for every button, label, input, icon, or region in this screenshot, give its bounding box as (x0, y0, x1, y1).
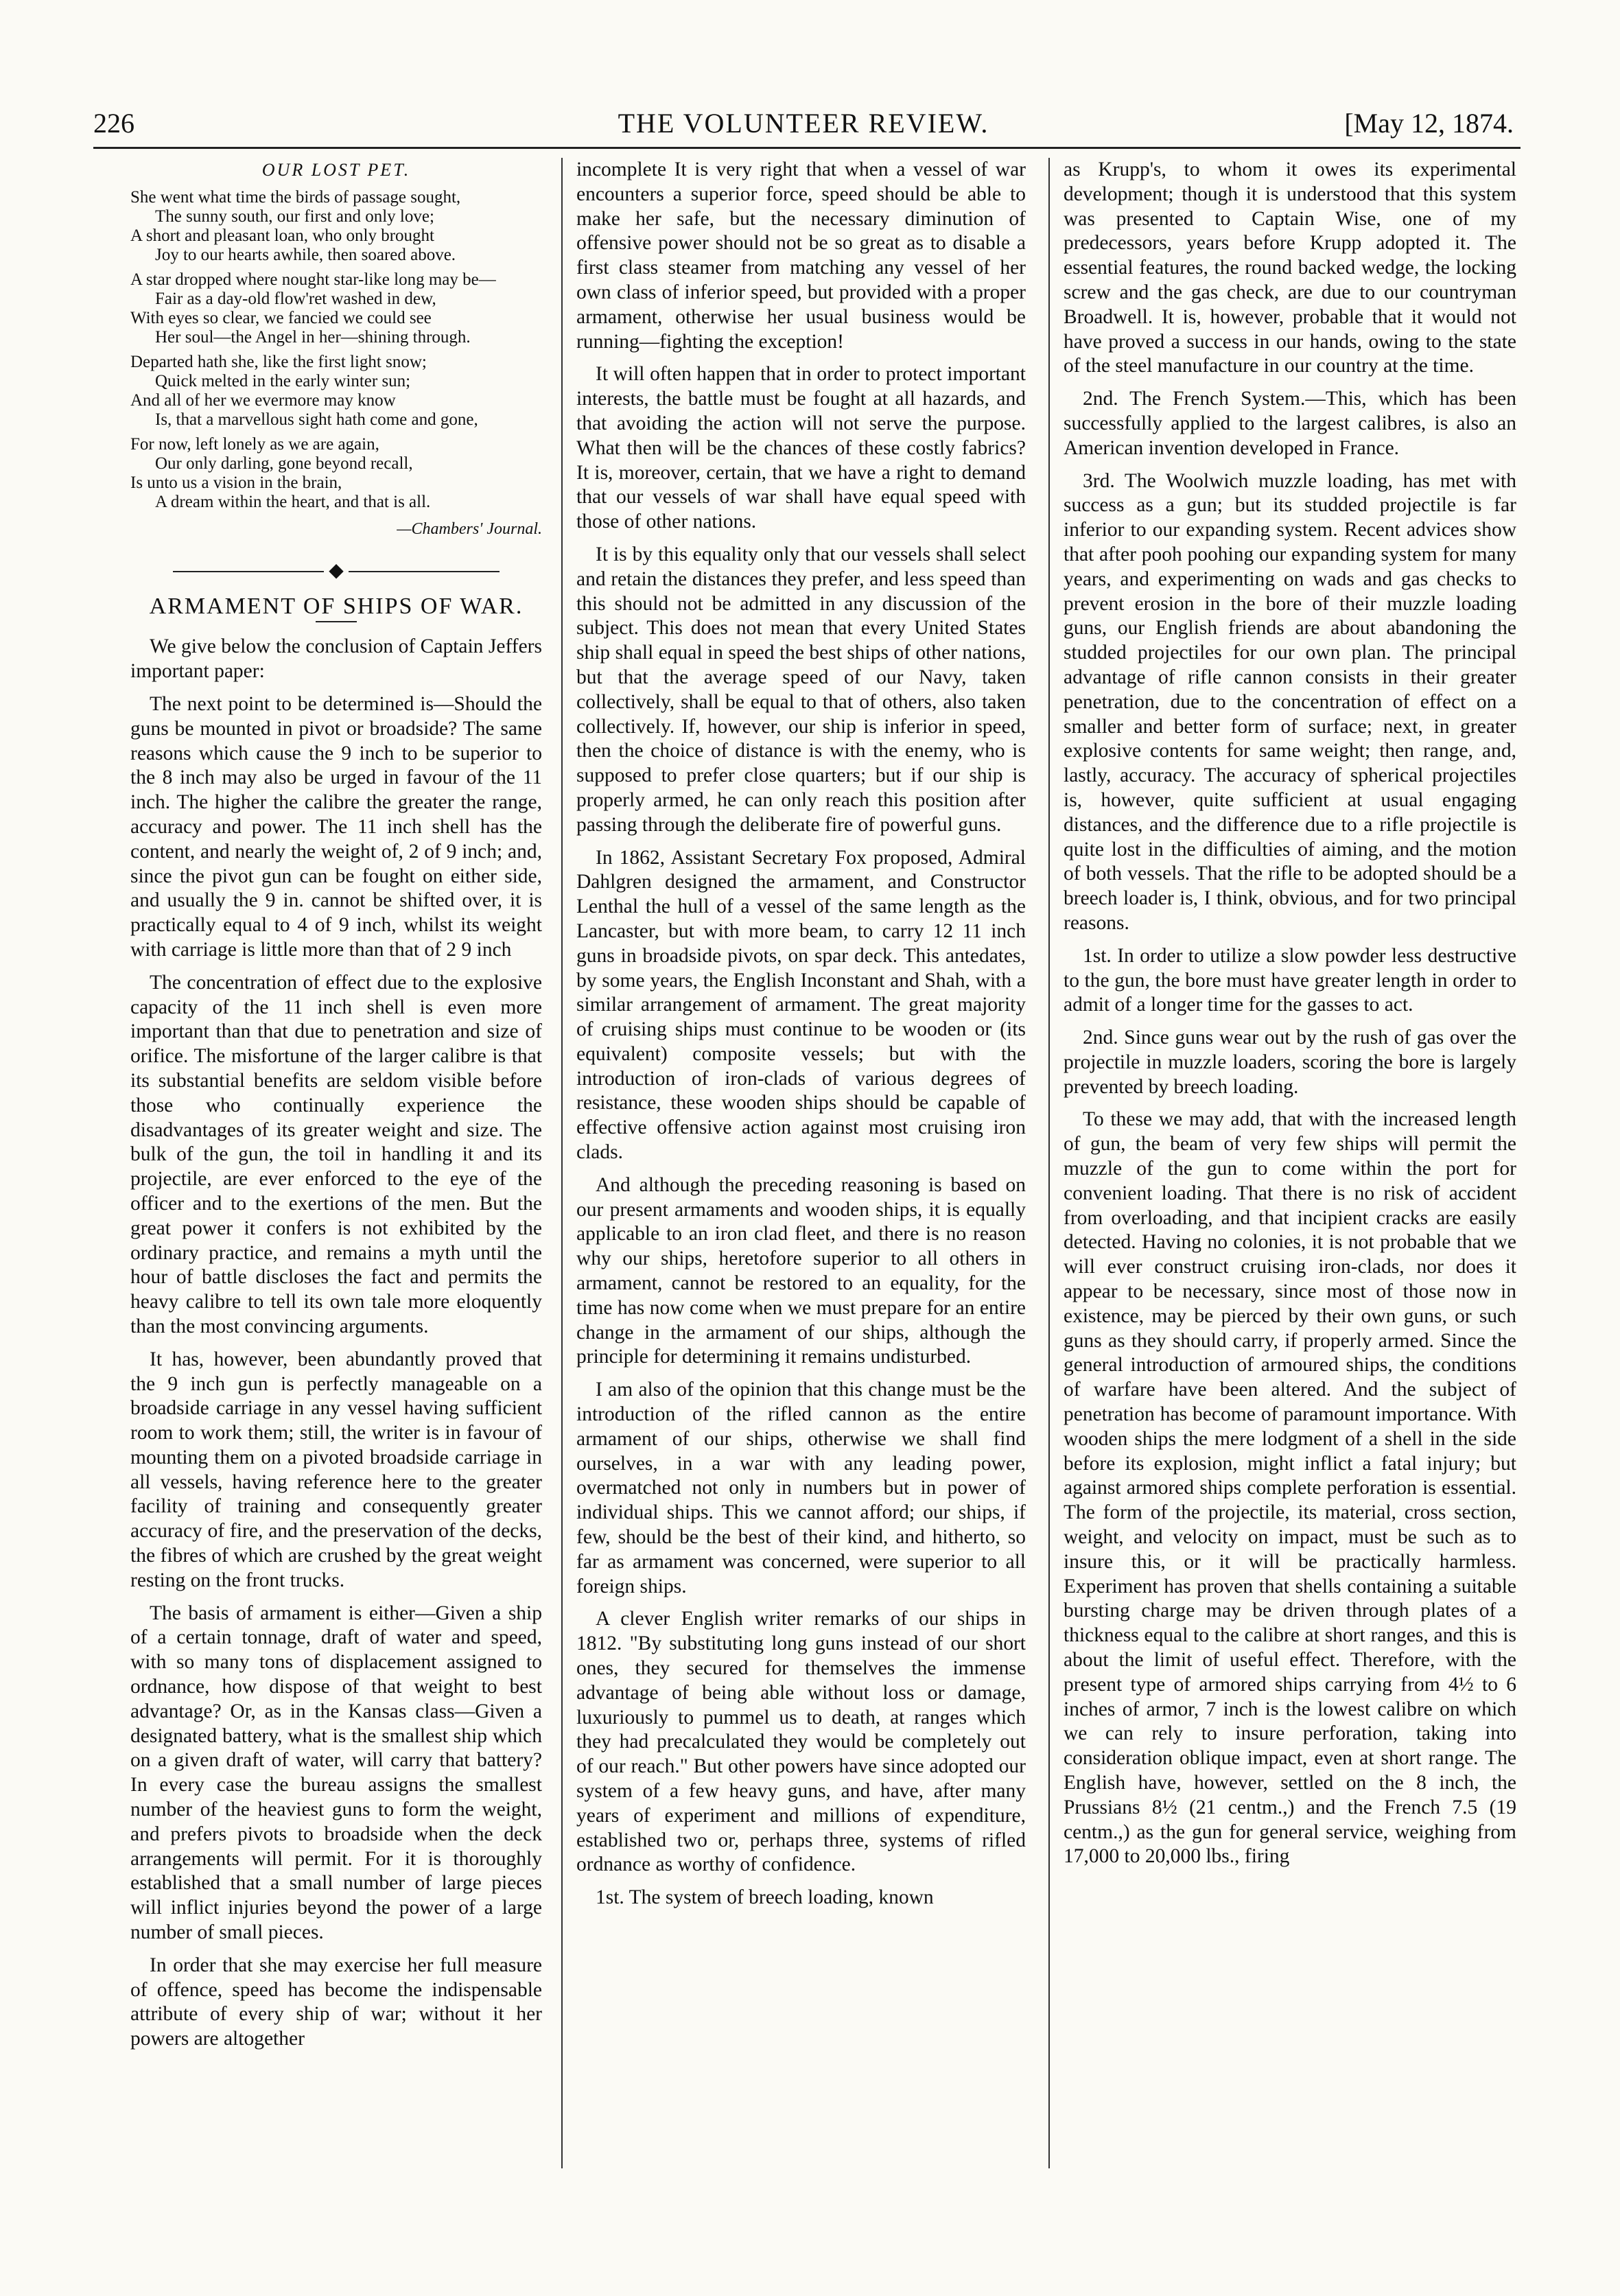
title-rule (316, 621, 357, 622)
issue-date: [May 12, 1874. (1344, 108, 1514, 139)
column-divider (561, 158, 563, 2168)
poem-stanza (130, 435, 542, 512)
poem-line: Is unto us a vision in the brain, (130, 473, 342, 492)
poem-line: A short and pleasant loan, who only brought (130, 226, 434, 245)
article-paragraph: 1st. In order to utilize a slow powder less destructive to the gun, the bore must have greater length in order to admit of a longer time for the gasses to act. (1064, 944, 1516, 1016)
column-2 (576, 158, 1026, 1919)
article-title: ARMAMENT OF SHIPS OF WAR. (149, 593, 524, 619)
poem-line: Fair as a day-old flow'ret washed in dew, (155, 289, 436, 308)
poem-line: For now, left lonely as we are again, (130, 434, 379, 454)
article-paragraph: It will often happen that in order to protect important interests, the battle must be fought at all hazards, and that avoiding the action will not serve the purpose. What then will be the chances of these costly fabrics? It is, moreover, certain, that we have a right to demand that our vessels of war shall have equal speed with those of other nations. (576, 363, 1026, 533)
article-paragraph: The next point to be determined is—Should the guns be mounted in pivot or broadside? The same reasons which cause the 9 inch to be superior to the 8 inch may also be urged in favour of the 11 inch. The higher the calibre the greater the range, accuracy and power. The 11 inch shell has the content, and nearly the weight of, 2 of 9 inch; and, since the pivot gun can be fought on either side, and usually the 9 in. cannot be shifted over, it is practically equal to 4 of 9 inch, whilst its weight with carriage is little more than that of 2 9 inch (130, 692, 542, 961)
article-paragraph: A clever English writer remarks of our ships in 1812. "By substituting long guns instead of our short ones, they secured for themselves the immense advantage of being able without loss or damage, luxuriously to pummel us to death, at ranges which they had precalculated they would be completely out of our reach." But other powers have since adopted our system of a few heavy guns, and have, after many years of experiment and millions of expenditure, established two or, perhaps three, systems of rifled ordnance as worthy of confidence. (576, 1608, 1026, 1876)
poem-line: With eyes so clear, we fancied we could see (130, 308, 432, 327)
column-1 (130, 158, 542, 2060)
column-divider (1048, 158, 1050, 2168)
article-paragraph: The concentration of effect due to the explosive capacity of the 11 inch shell is even more important than that due to penetration and size of orifice. The misfortune of the larger calibre is that its substantial benefits are seldom visible before those who continually experience the disadvantages of its greater weight and size. The bulk of the gun, the toil in handling it and its projectile, are ever enforced to the eye of the officer and to the exertions of the men. But the great power it confers is not exhibited by the ordinary practice, and remains a myth until the hour of battle discloses the fact and permits the heavy calibre to tell its own tale more eloquently than the most convincing arguments. (130, 971, 542, 1337)
header-rule (93, 147, 1521, 149)
page-header (93, 107, 1514, 139)
poem-line: A dream within the heart, and that is all. (155, 492, 431, 511)
poem-line: Is, that a marvellous sight hath come and gone, (155, 410, 478, 429)
poem-line: The sunny south, our first and only love; (155, 207, 434, 226)
article-paragraph: 2nd. The French System.—This, which has been successfully applied to the largest calibres, is also an American invention developed in France. (1064, 388, 1516, 459)
poem (130, 188, 542, 512)
article-paragraph: as Krupp's, to whom it owes its experimental development; though it is understood that this system was presented to Captain Wise, one of my predecessors, years before Krupp adopted it. The essential features, the round backed wedge, the locking screw and the gas check, are due to our countryman Broadwell. It is, however, probable that it would not have proved a success in our hands, owing to the state of the steel manufacture in our country at the time. (1064, 159, 1516, 377)
column-3 (1064, 158, 1516, 1877)
poem-line: Our only darling, gone beyond recall, (155, 454, 413, 473)
article-paragraph: 3rd. The Woolwich muzzle loading, has met with success as a gun; but its studded projectile is far inferior to our expanding system. Recent advices show that after pooh poohing our expanding system for many years, and experimenting on wads and gas checks to prevent erosion in the bore of their muzzle loading guns, our English friends are about abandoning the studded projectiles for our own plan. The principal advantage of rifle cannon consists in their greater penetration, due to the concentration of effect on a smaller and better form of surface; next, in greater explosive contents for same weight; then range, and, lastly, accuracy. The accuracy of spherical projectiles is, however, quite sufficient at usual engaging distances, and the difference due to a rifle projectile is quite lost in the difficulties of aiming, and the motion of both vessels. That the rifle to be adopted should be a breech loader is, I think, obvious, and for two principal reasons. (1064, 469, 1516, 934)
page-number: 226 (93, 108, 134, 139)
article-paragraph: To these we may add, that with the increased length of gun, the beam of very few ships will permit the muzzle of the gun to come within the port for convenient loading. That there is no risk of accident from overloading, and that incipient cracks are easily detected. Having no colonies, it is not probable that we will ever construct cruising iron-clads, nor does it appear to be necessary, since most of those now in existence, may be pierced by their own guns, or such guns as they should carry, if properly armed. Since the general introduction of armoured ships, the conditions of warfare have been altered. And the subject of penetration has become of paramount importance. With wooden ships the mere lodgment of a shell in the side before its explosion, might inflict a fatal injury; but against armored ships complete perforation is essential. The form of the projectile, its material, cross section, weight, and velocity on impact, must be such as to insure this, or it will be practically harmless. Experiment has proven that shells containing a suitable bursting charge may be driven through plates of a thickness equal to the calibre at short ranges, and this is about the limit of useful effect. Therefore, with the present type of armored ships carrying from 4½ to 6 inches of armor, 7 inch is the lowest calibre on which we can rely to insure perforation, taking into consideration oblique impact, even at short range. The English have, however, settled on the 8 inch, the Prussians 8½ (21 centm.,) and the French 7.5 (19 centm.,) as the gun for general service, weighing from 17,000 to 20,000 lbs., firing (1064, 1108, 1516, 1868)
poem-title: OUR LOST PET. (261, 160, 411, 180)
poem-stanza (130, 270, 542, 347)
article-paragraph: It is by this equality only that our vessels shall select and retain the distances they prefer, and less speed than this should not be admitted in any discussion of the subject. This does not mean that every United States ship shall equal in speed the best ships of other nations, but that the average speed of our Navy, taken collectively, shall be equal to that of others, also taken collectively. If, however, our ship is inferior in speed, then the choice of distance is with the enemy, who is supposed to prefer close quarters; but if our ship is properly armed, he can only reach this position after passing through the deliberate fire of powerful guns. (576, 543, 1026, 836)
article-paragraph: incomplete It is very right that when a vessel of war encounters a superior force, speed should be able to make her safe, but the necessary diminution of offensive power should not be so great as to disable a first class steamer from matching any vessel of her own class of inferior speed, but provided with a proper armament, otherwise her usual business would be running—fighting the exception! (576, 159, 1026, 353)
poem-stanza (130, 188, 542, 265)
article-paragraph: In 1862, Assistant Secretary Fox proposed, Admiral Dahlgren designed the armament, and Constructor Lenthal the hull of a vessel of the same length as the Lancaster, but with more beam, to carry 12 11 inch guns in broadside pivots, on spar deck. This antedates, by some years, the English Inconstant and Shah, with a similar arrangement of armament. The great majority of cruising ships must continue to be wooden or (its equivalent) composite vessels; but with the introduction of iron-clads of various degrees of resistance, these wooden ships should be capable of effective offensive action against most cruising iron clads. (576, 846, 1026, 1164)
poem-line: Departed hath she, like the first light snow; (130, 352, 427, 371)
poem-line: A star dropped where nought star-like long may be— (130, 270, 496, 289)
article-paragraph: In order that she may exercise her full measure of offence, speed has become the indispensable attribute of every ship of war; without it her powers are altogether (130, 1954, 542, 2050)
article-paragraph: We give below the conclusion of Captain Jeffers important paper: (130, 635, 542, 683)
article-paragraph: 1st. The system of breech loading, known (596, 1886, 934, 1909)
article-paragraph: I am also of the opinion that this change must be the introduction of the rifled cannon as the entire armament of our ships, otherwise we shall find ourselves, in a war with any leading power, overmatched not only in numbers but in power of individual ships. This we cannot afford; our ships, if few, should be the best of their kind, and hitherto, so far as armament was concerned, were superior to all foreign ships. (576, 1379, 1026, 1597)
section-ornament: ◆ (130, 564, 542, 578)
article-paragraph: And although the preceding reasoning is based on our present armaments and wooden ships, it is equally applicable to an iron clad fleet, and there is no reason why our ships, heretofore superior to all others in armament, cannot be restored to an equality, for the time has now come when we must prepare for an entire change in the armament of our ships, although the principle for determining it remains undisturbed. (576, 1173, 1026, 1368)
poem-line: Her soul—the Angel in her—shining through. (155, 327, 471, 347)
poem-attribution: —Chambers' Journal. (397, 519, 542, 538)
poem-stanza (130, 353, 542, 430)
poem-line: She went what time the birds of passage sought, (130, 187, 461, 207)
poem-line: Joy to our hearts awhile, then soared above. (155, 245, 456, 264)
poem-line: Quick melted in the early winter sun; (155, 371, 411, 390)
publication-title: THE VOLUNTEER REVIEW. (618, 108, 989, 139)
article-paragraph: The basis of armament is either—Given a ship of a certain tonnage, draft of water and speed, with so many tons of displacement assigned to ordnance, how dispose of that weight to best advantage? Or, as in the Kansas class—Given a designated battery, what is the smallest ship which on a given draft of water, will carry that battery? In every case the bureau assigns the smallest number of the heaviest guns to form the weight, and prefers pivots to broadside when the deck arrangements will permit. For it is thoroughly established that a small number of large pieces will inflict injuries beyond the power of a large number of small pieces. (130, 1602, 542, 1944)
article-paragraph: It has, however, been abundantly proved that the 9 inch gun is perfectly manageable on a broadside carriage in any vessel having sufficient room to work them; still, the writer is in favour of mounting them on a pivoted broadside carriage in all vessels, having reference here to the greater facility of training and consequently greater accuracy of fire, and the preservation of the decks, the fibres of which are crushed by the great weight resting on the front trucks. (130, 1348, 542, 1591)
poem-line: And all of her we evermore may know (130, 390, 396, 410)
article-paragraph: 2nd. Since guns wear out by the rush of gas over the projectile in muzzle loaders, scoring the bore is largely prevented by breech loading. (1064, 1027, 1516, 1098)
